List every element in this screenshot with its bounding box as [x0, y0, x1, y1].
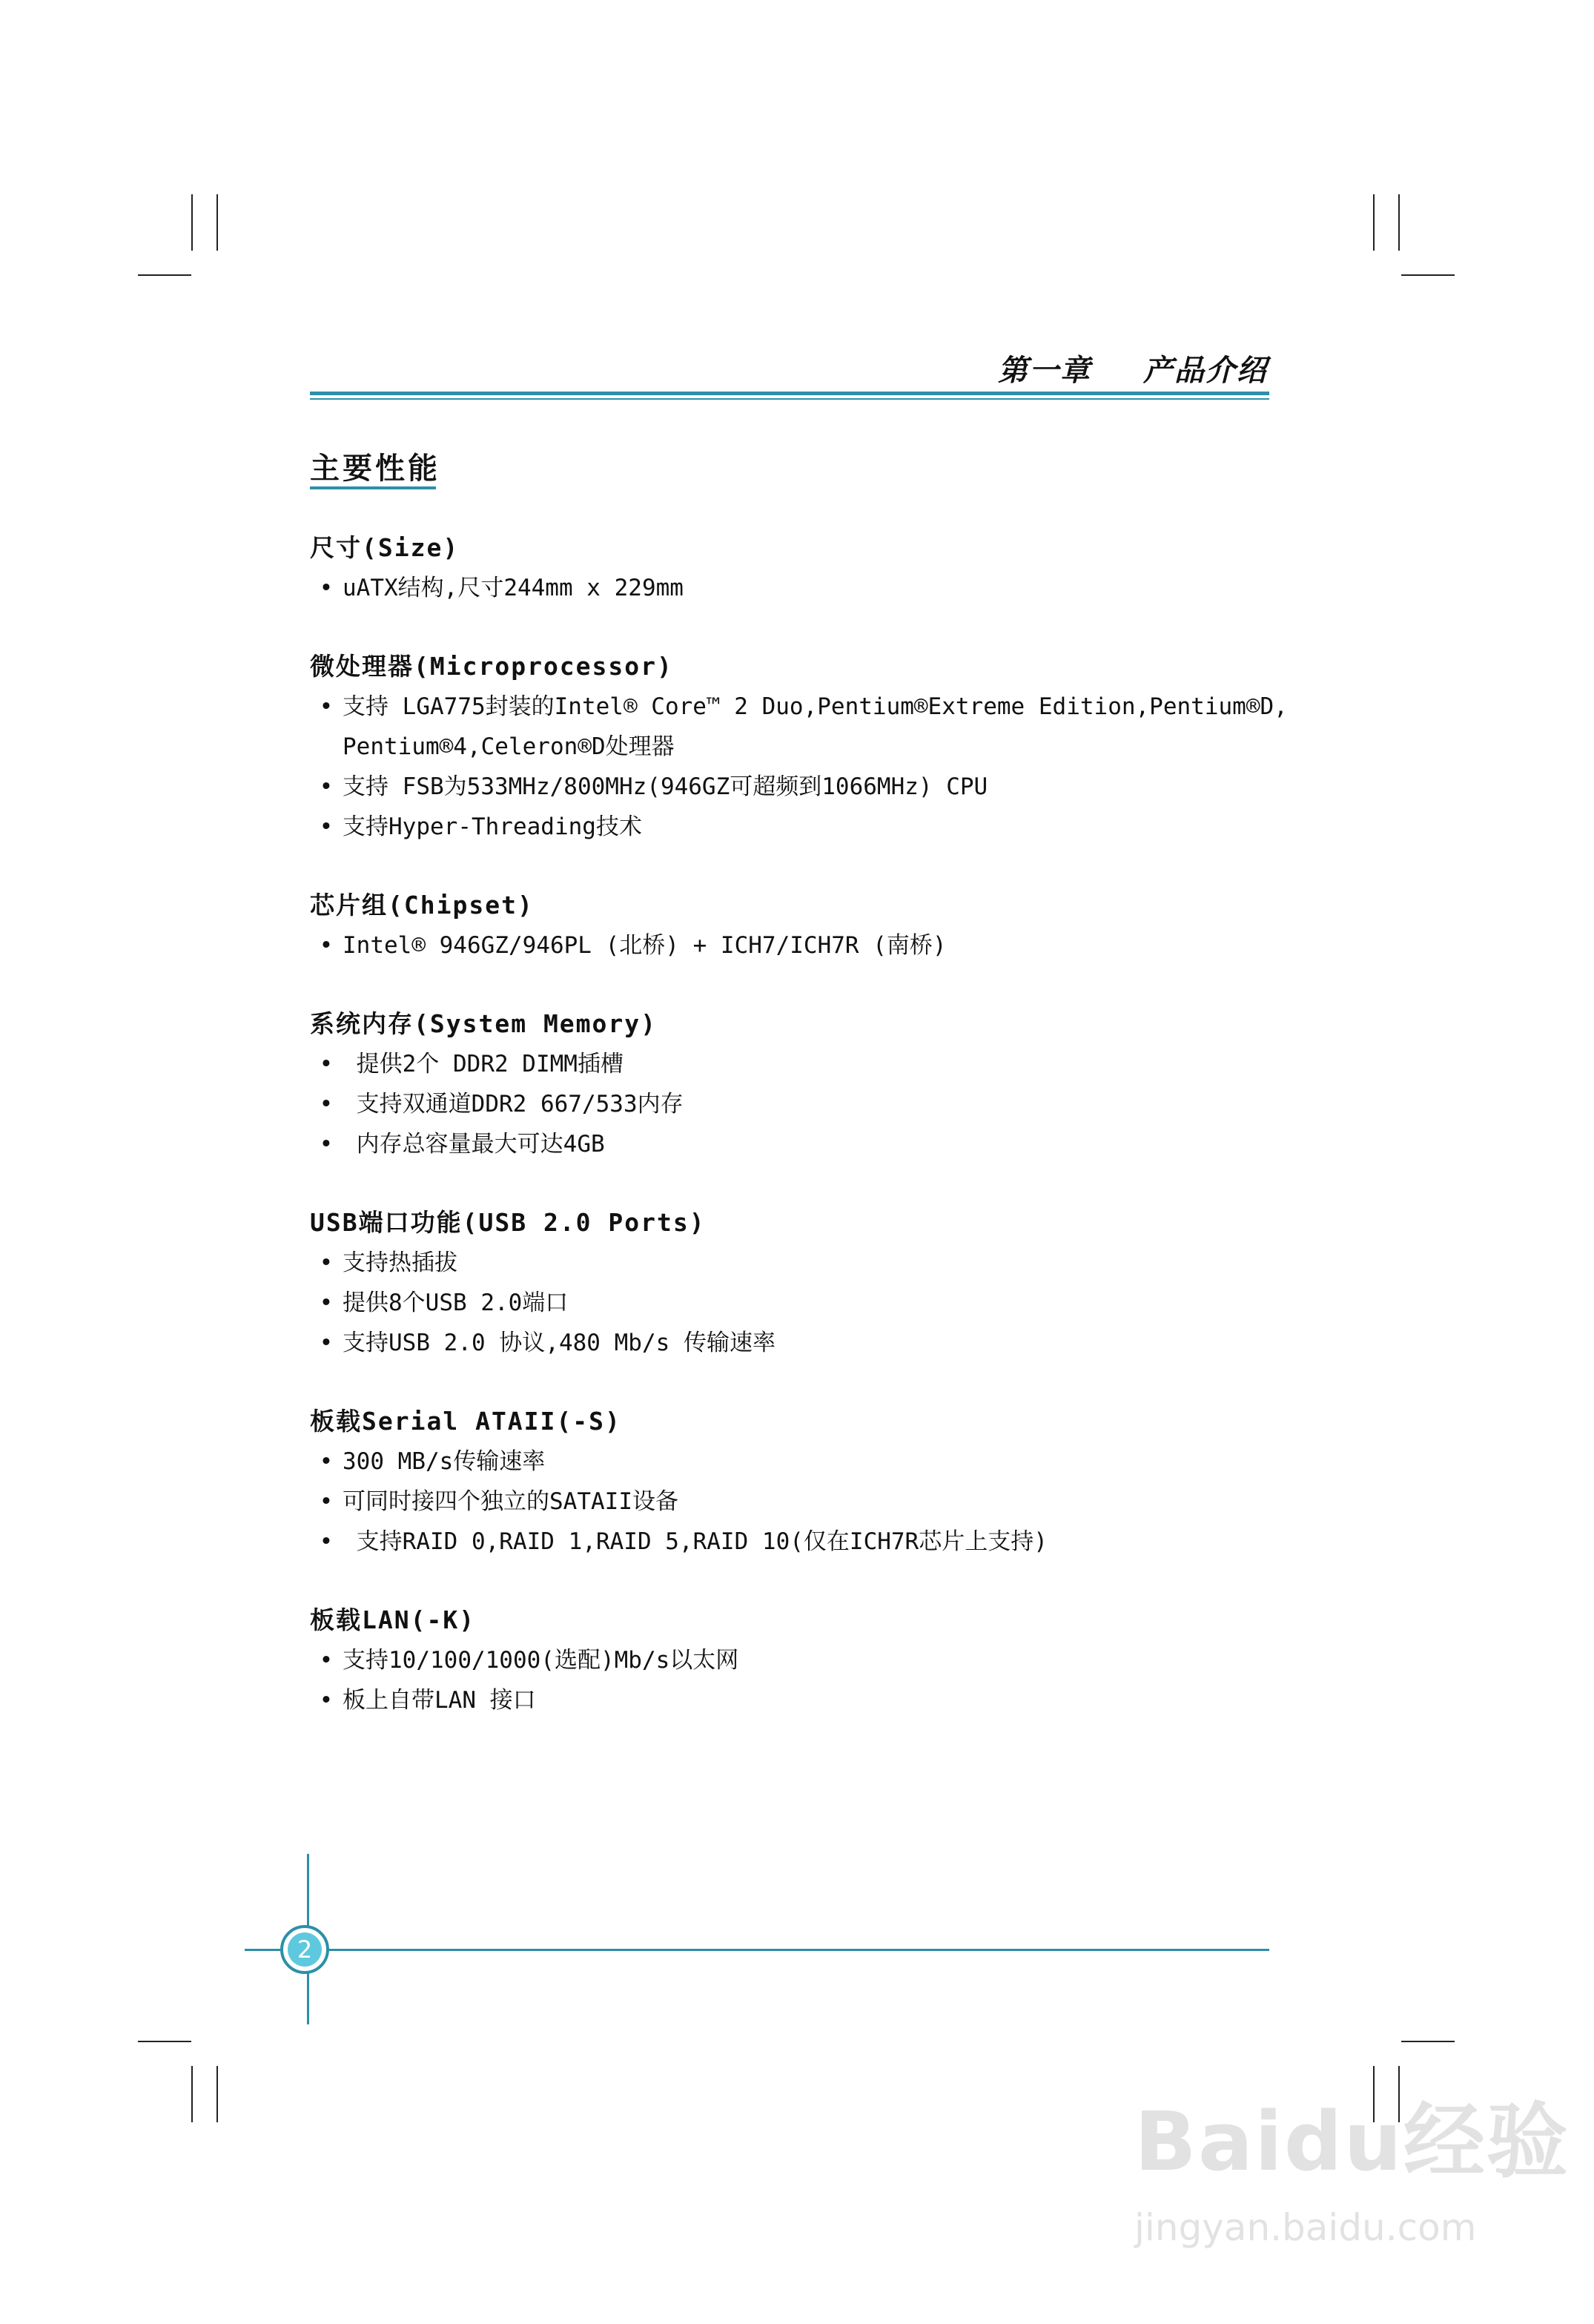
- crop-mark: [191, 194, 193, 251]
- feature-text: 支持 FSB为533MHz/800MHz(946GZ可超频到1066MHz) CPU: [343, 773, 988, 800]
- bullet: •: [319, 1250, 334, 1276]
- feature-text: 可同时接四个独立的SATAII设备: [343, 1488, 678, 1515]
- feature-section: [310, 1004, 1289, 1164]
- page-number: 2: [288, 1932, 322, 1967]
- feature-text: 内存总容量最大可达4GB: [343, 1131, 605, 1158]
- feature-text: 支持热插拔: [343, 1250, 457, 1276]
- feature-text: 支持双通道DDR2 667/533内存: [343, 1091, 684, 1118]
- baidu-watermark-logo: Baidu经验: [1134, 2094, 1570, 2189]
- chapter-number: 第一章: [998, 353, 1091, 388]
- section-title: 微处理器(Microprocessor): [310, 652, 673, 681]
- feature-item: [310, 1680, 1289, 1720]
- feature-item: [310, 925, 1289, 965]
- bullet: •: [319, 1051, 334, 1077]
- footer-horizontal-rule: [245, 1949, 1269, 1951]
- section-title: 板载Serial ATAII(-S): [310, 1407, 621, 1436]
- crop-mark: [138, 2041, 191, 2042]
- bullet: •: [319, 1091, 334, 1118]
- bullet: •: [319, 813, 334, 840]
- crop-mark: [138, 274, 191, 276]
- feature-text: Intel® 946GZ/946PL (北桥) + ICH7/ICH7R (南桥): [343, 932, 947, 959]
- feature-item: [310, 568, 1289, 608]
- feature-text: 300 MB/s传输速率: [343, 1448, 546, 1475]
- section-title: USB端口功能(USB 2.0 Ports): [310, 1208, 706, 1237]
- section-title: 系统内存(System Memory): [310, 1009, 658, 1038]
- section-title: 尺寸(Size): [310, 533, 460, 562]
- feature-text: 提供2个 DDR2 DIMM插槽: [343, 1051, 624, 1077]
- feature-section: [310, 1402, 1289, 1562]
- feature-text: 支持10/100/1000(选配)Mb/s以太网: [343, 1647, 739, 1674]
- bullet: •: [319, 1131, 334, 1158]
- section-title: 板载LAN(-K): [310, 1605, 476, 1634]
- feature-item: [310, 767, 1289, 807]
- feature-item-continuation: Pentium®4,Celeron®D处理器: [343, 733, 675, 760]
- feature-section: [310, 1600, 1289, 1720]
- bullet: •: [319, 1687, 334, 1714]
- header-rule: [310, 392, 1269, 395]
- feature-section: [310, 647, 1289, 847]
- feature-item: [310, 687, 1289, 727]
- feature-item: [310, 1482, 1289, 1522]
- crop-mark: [1401, 274, 1455, 276]
- bullet: •: [319, 1488, 334, 1515]
- crop-mark: [216, 2066, 218, 2122]
- feature-item: [310, 1084, 1289, 1124]
- feature-item: [310, 1323, 1289, 1363]
- feature-text: 支持RAID 0,RAID 1,RAID 5,RAID 10(仅在ICH7R芯片上支持): [343, 1528, 1048, 1555]
- feature-text: 支持 LGA775封装的Intel® Core™ 2 Duo,Pentium®Extreme Edition,Pentium®D,: [343, 693, 1288, 720]
- feature-list: [310, 528, 1289, 1759]
- feature-item: [310, 1442, 1289, 1482]
- bullet: •: [319, 1330, 334, 1356]
- feature-text: 支持USB 2.0 协议,480 Mb/s 传输速率: [343, 1330, 775, 1356]
- page-title: 主要性能: [310, 452, 440, 486]
- bullet: •: [319, 773, 334, 800]
- section-title: 芯片组(Chipset): [310, 891, 534, 920]
- feature-item: [310, 1044, 1289, 1084]
- crop-mark: [1373, 194, 1375, 251]
- feature-section: [310, 528, 1289, 608]
- feature-item: [310, 1283, 1289, 1323]
- feature-item: [310, 1124, 1289, 1164]
- chapter-heading: [998, 347, 1268, 389]
- feature-text: uATX结构,尺寸244mm x 229mm: [343, 575, 684, 601]
- crop-mark: [1401, 2041, 1455, 2042]
- crop-mark: [216, 194, 218, 251]
- title-underline: [310, 486, 436, 489]
- feature-text: 支持Hyper-Threading技术: [343, 813, 642, 840]
- chapter-title: 产品介绍: [1143, 353, 1268, 388]
- bullet: •: [319, 932, 334, 959]
- bullet: •: [319, 575, 334, 601]
- bullet: •: [319, 1647, 334, 1674]
- feature-text: 提供8个USB 2.0端口: [343, 1290, 569, 1316]
- feature-text: 板上自带LAN 接口: [343, 1687, 536, 1714]
- crop-mark: [1398, 194, 1400, 251]
- bullet: •: [319, 1290, 334, 1316]
- feature-item: [310, 1243, 1289, 1283]
- feature-item: [310, 1522, 1289, 1562]
- bullet: •: [319, 1448, 334, 1475]
- crop-mark: [191, 2066, 193, 2122]
- feature-section: [310, 885, 1289, 965]
- bullet: •: [319, 1528, 334, 1555]
- watermark-url: jingyan.baidu.com: [1134, 2206, 1477, 2249]
- header-rule-thin: [310, 398, 1269, 400]
- bullet: •: [319, 693, 334, 720]
- feature-item: [310, 807, 1289, 847]
- feature-item: [310, 1640, 1289, 1680]
- feature-section: [310, 1203, 1289, 1363]
